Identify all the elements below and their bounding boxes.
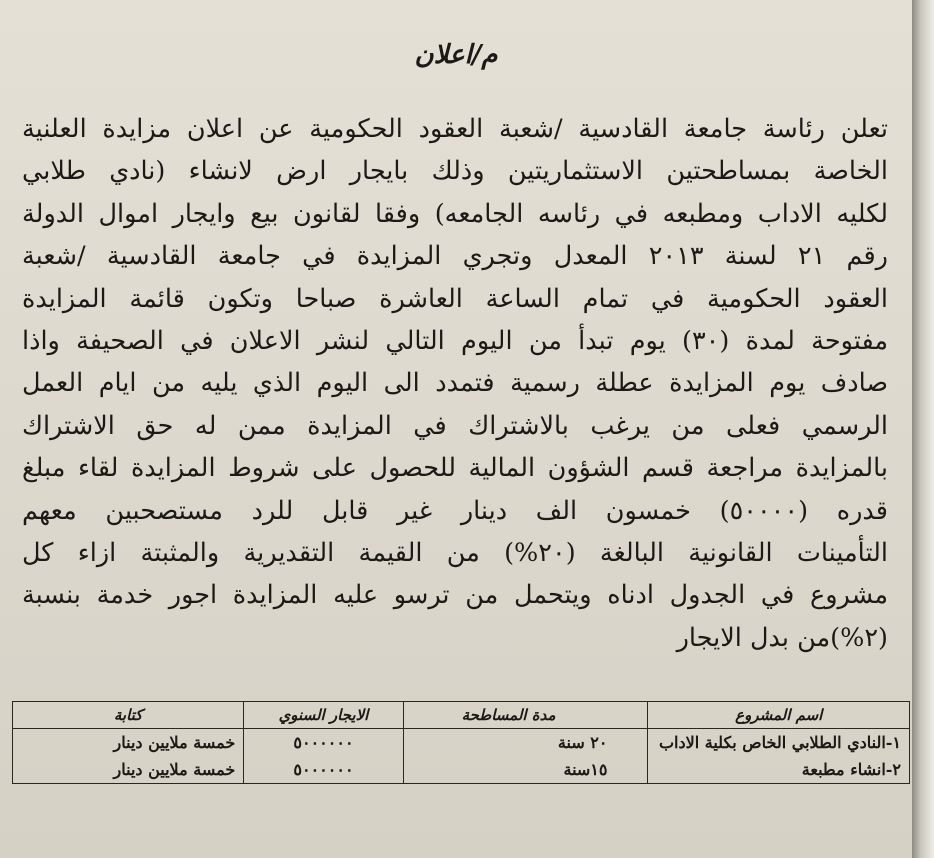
body-line: قدره (٥٠٠٠٠) خمسون الف دينار غير قابل للرد مستصحبين معهم [22, 495, 888, 526]
body-line: التأمينات القانونية البالغة (٢٠%) من القيمة التقديرية والمثبتة ازاء كل [22, 538, 888, 569]
cell-in-words: خمسة ملايين دينار [13, 729, 244, 757]
announcement-heading: م/اعلان [414, 40, 498, 70]
table-header-row [13, 702, 910, 729]
body-line: مفتوحة لمدة (٣٠) يوم تبدأ من اليوم التالي لنشر الاعلان في الصحيفة واذا [22, 326, 889, 357]
body-line: الخاصة بمساطحتين الاستثماريتين وذلك بايجار ارض لانشاء (نادي طلابي [22, 156, 888, 187]
page-edge-shadow [912, 0, 934, 858]
header-project-name: اسم المشروع [648, 702, 910, 729]
body-line: تعلن رئاسة جامعة القادسية /شعبة العقود الحكومية عن اعلان مزايدة العلنية [22, 114, 888, 144]
body-line: بالمزايدة مراجعة قسم الشؤون المالية للحصول على شروط المزايدة لقاء مبلغ [22, 453, 888, 484]
header-duration: مدة المساطحة [403, 702, 648, 729]
cell-duration: ١٥سنة [403, 756, 648, 784]
body-line: صادف يوم المزايدة عطلة رسمية فتمدد الى اليوم الذي يليه من ايام العمل [22, 368, 888, 399]
body-line: (٢%)من بدل الايجار [676, 622, 888, 653]
table-row [13, 756, 910, 784]
body-line: لكليه الاداب ومطبعه في رئاسه الجامعه) وفقا لقانون بيع وايجار اموال الدولة [22, 198, 888, 229]
body-line: مشروع في الجدول ادناه ويتحمل من ترسو عليه المزايدة اجور خدمة بنسبة [22, 580, 888, 611]
cell-duration: ٢٠ سنة [403, 729, 648, 757]
cell-in-words: خمسة ملايين دينار [13, 756, 244, 784]
cell-annual-rent: ٥٠٠٠٠٠٠ [244, 729, 403, 757]
cell-project-name: ١-النادي الطلابي الخاص بكلية الاداب [648, 729, 910, 757]
projects-table [12, 701, 910, 784]
header-in-words: كتابة [13, 702, 244, 729]
body-line: رقم ٢١ لسنة ٢٠١٣ المعدل وتجري المزايدة في جامعة القادسية /شعبة [22, 241, 888, 272]
header-annual-rent: الايجار السنوي [244, 702, 403, 729]
cell-project-name: ٢-انشاء مطبعة [648, 756, 910, 784]
body-line: العقود الحكومية في تمام الساعة العاشرة صباحا وتكون قائمة المزايدة [22, 283, 888, 314]
announcement-body [22, 108, 888, 659]
table-row [13, 729, 910, 757]
cell-annual-rent: ٥٠٠٠٠٠٠ [244, 756, 403, 784]
body-line: الرسمي فعلى من يرغب بالاشتراك في المزايدة ممن له حق الاشتراك [22, 410, 888, 441]
